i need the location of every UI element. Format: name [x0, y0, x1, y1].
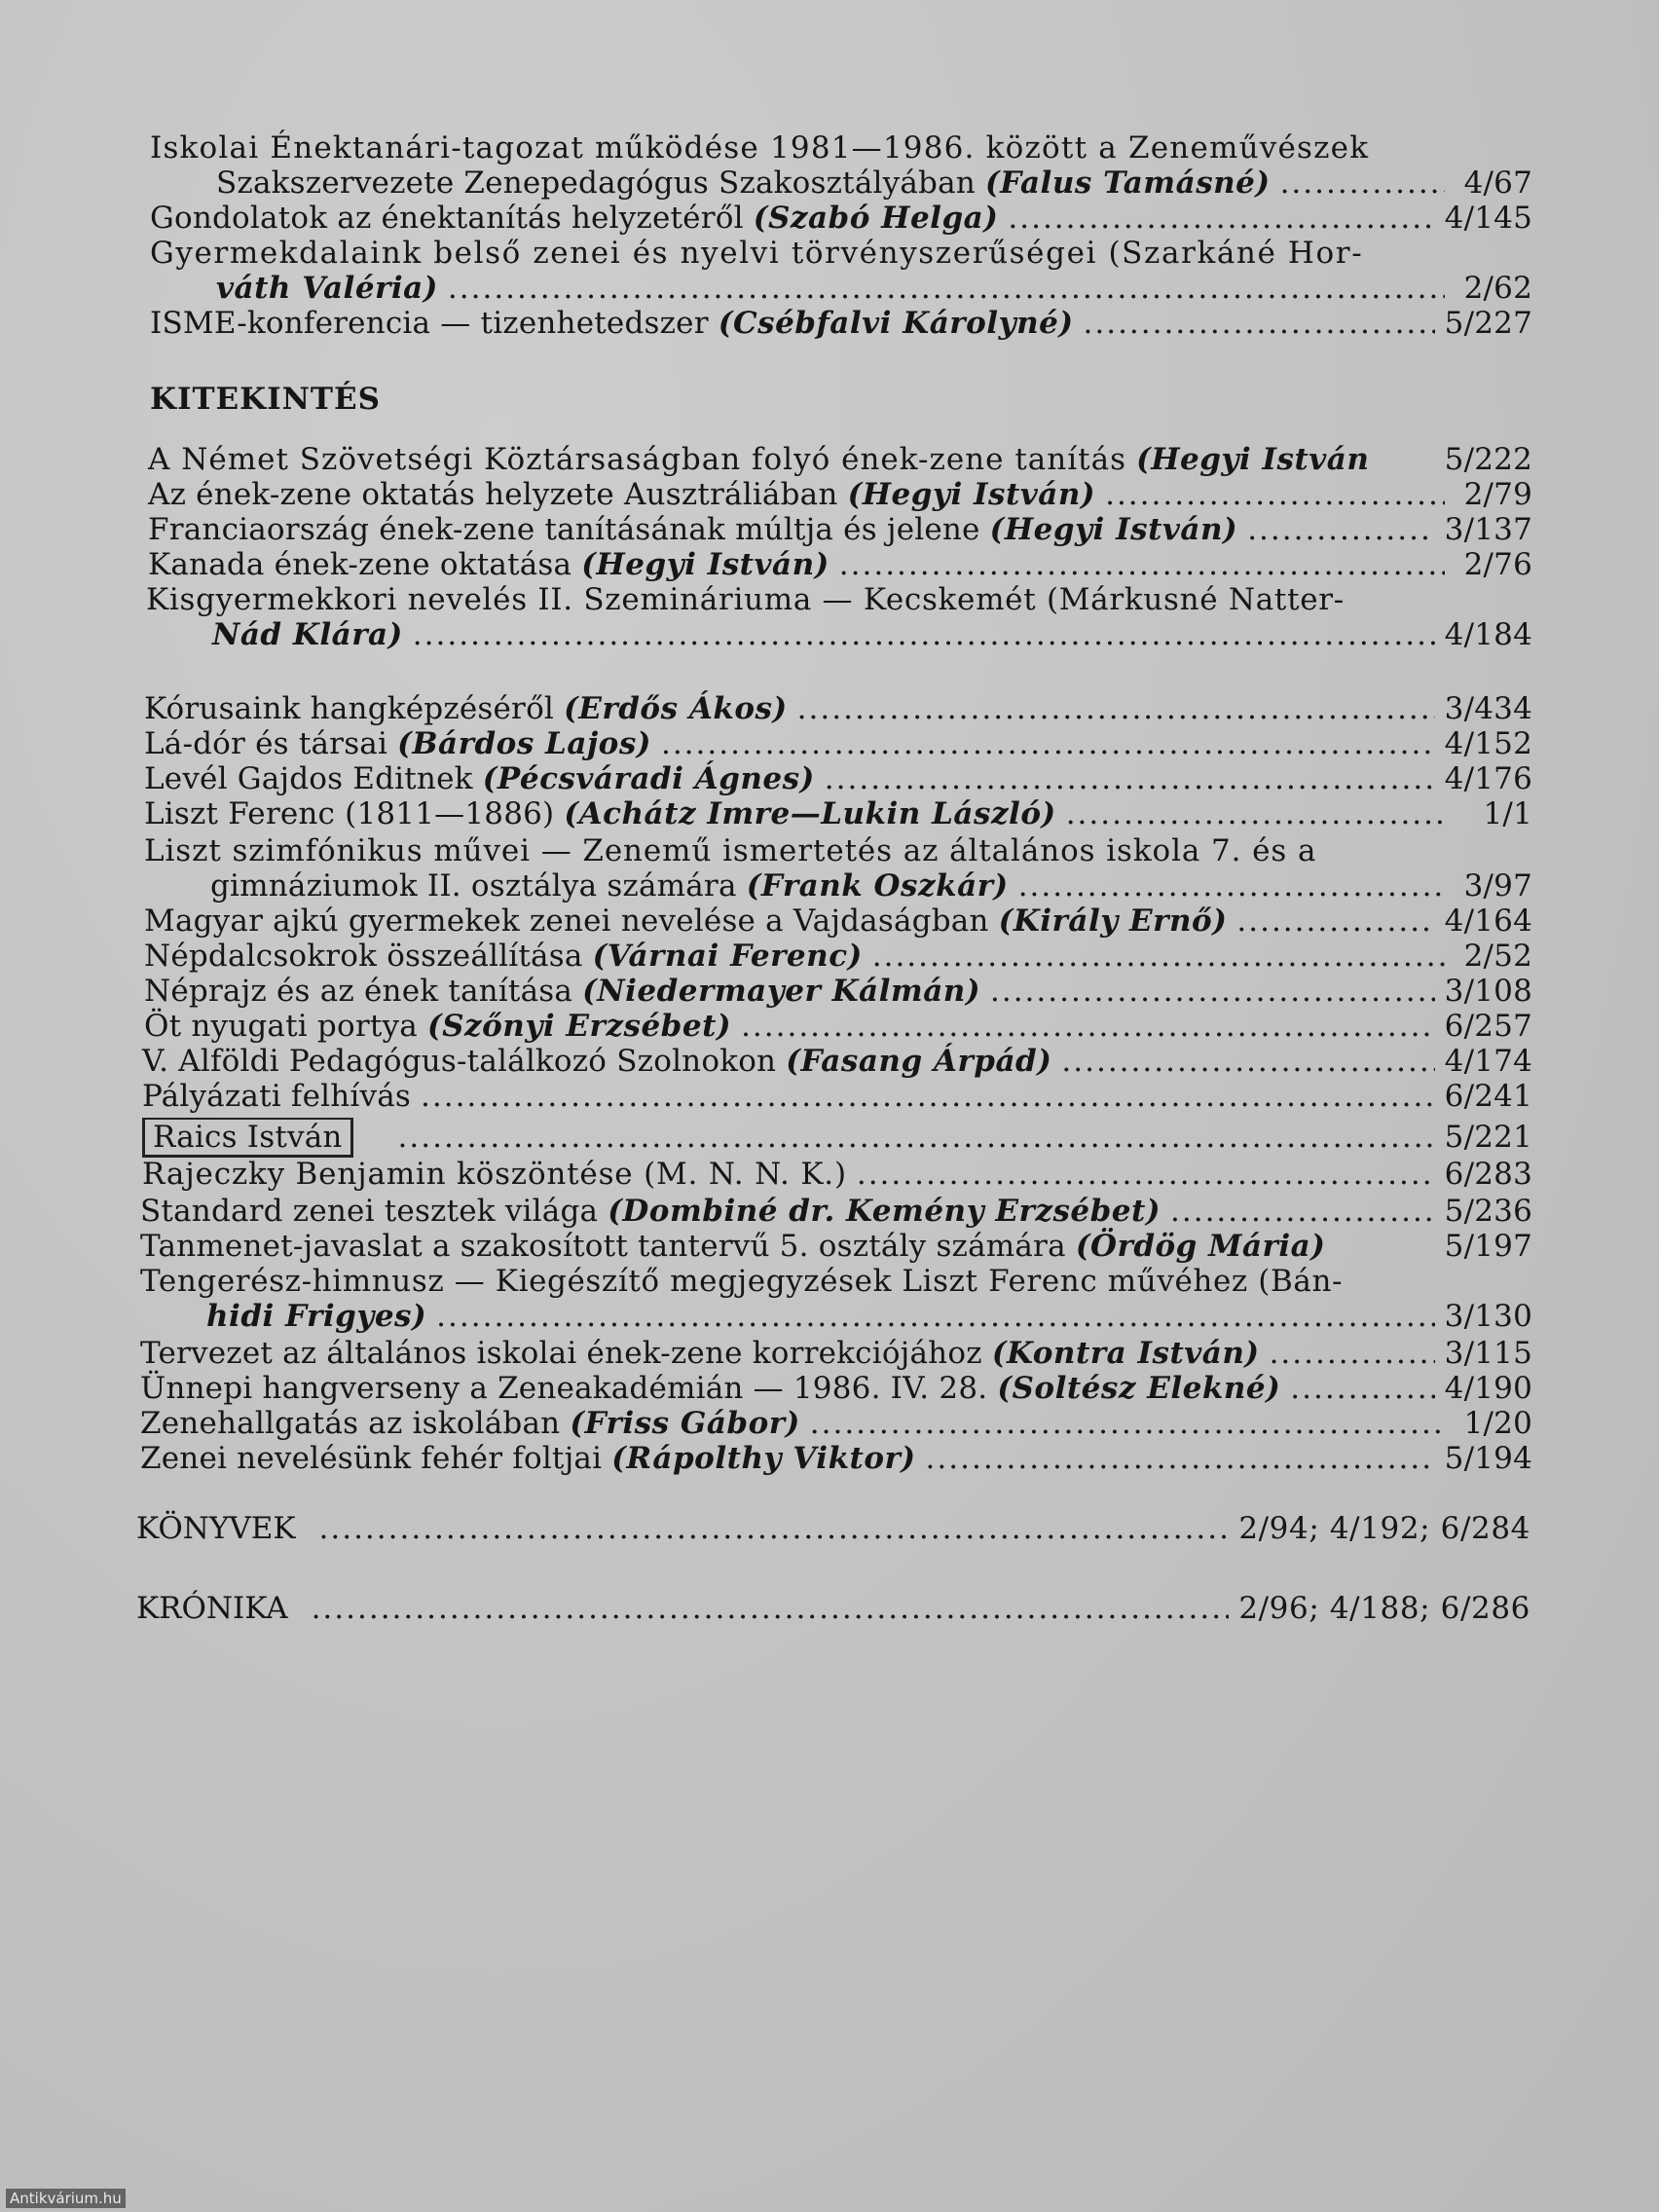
section-heading-kitekintes: KITEKINTÉS	[150, 382, 382, 417]
dot-leader	[1290, 1371, 1434, 1406]
entry-author: (Csébfalvi Károlyné)	[718, 306, 1074, 341]
dot-leader	[448, 271, 1445, 306]
entry-author: (Hegyi István	[1136, 442, 1370, 477]
entry-page: 4/190	[1444, 1371, 1532, 1406]
toc-entry	[140, 1371, 1532, 1406]
dot-leader	[1018, 868, 1445, 903]
entry-author: (Ördög Mária)	[1075, 1229, 1326, 1264]
entry-title: Kanada ének-zene oktatása	[148, 547, 572, 582]
dot-leader	[421, 1079, 1435, 1114]
toc-entry	[150, 236, 1532, 306]
entry-page: 3/137	[1444, 512, 1532, 547]
entry-page: 5/197	[1444, 1229, 1532, 1264]
toc-entry	[150, 306, 1532, 341]
entry-title: Zenehallgatás az iskolában	[140, 1406, 561, 1441]
entry-author: (Szőnyi Erzsébet)	[426, 1009, 732, 1044]
dot-leader	[797, 691, 1435, 726]
entry-author: (Várnai Ferenc)	[592, 939, 863, 974]
toc-entry	[144, 974, 1532, 1009]
entry-author: (Rápolthy Viktor)	[611, 1441, 916, 1476]
toc-entry	[150, 201, 1532, 236]
entry-title: V. Alföldi Pedagógus-találkozó Szolnokon	[142, 1044, 777, 1079]
entry-page: 6/283	[1444, 1157, 1532, 1192]
entry-page: 6/257	[1444, 1009, 1532, 1044]
entry-page: 2/52	[1463, 939, 1532, 974]
entry-title-line1: Gyermekdalaink belső zenei és nyelvi törvényszerűségei (Szarkáné Hor-	[150, 236, 1364, 271]
entry-page: 4/164	[1444, 903, 1532, 939]
entry-page: 5/236	[1444, 1194, 1532, 1229]
dot-leader	[1084, 306, 1435, 341]
toc-entry	[144, 1009, 1532, 1044]
entry-page: 1/1	[1483, 796, 1532, 831]
entry-page: 3/108	[1444, 974, 1532, 1009]
entry-title: ISME-konferencia — tizenhetedszer	[150, 306, 709, 341]
section-title: KÖNYVEK	[136, 1511, 296, 1546]
entry-title: Lá-dór és társai	[144, 726, 388, 761]
dot-leader	[1280, 166, 1445, 201]
section-konyvek	[136, 1511, 1530, 1546]
toc-entry	[148, 442, 1532, 477]
dot-leader	[1066, 796, 1445, 831]
toc-entry	[146, 582, 1532, 652]
entry-author: váth Valéria)	[216, 271, 438, 306]
toc-entry	[142, 1079, 1532, 1114]
entry-title-line1: Iskolai Énektanári-tagozat működése 1981—1986. között a Zeneművészek	[150, 130, 1370, 166]
entry-page: 3/130	[1444, 1299, 1532, 1334]
entry-page: 1/20	[1463, 1406, 1532, 1441]
dot-leader	[661, 726, 1435, 761]
dot-leader	[1008, 201, 1434, 236]
dot-leader	[1270, 1336, 1435, 1371]
entry-title: Liszt Ferenc (1811—1886)	[144, 796, 555, 831]
toc-entry	[148, 512, 1532, 547]
toc-entry	[140, 1194, 1532, 1229]
entry-author: (Soltész Elekné)	[997, 1371, 1281, 1406]
toc-entry	[144, 761, 1532, 796]
entry-author: (Király Ernő)	[998, 903, 1228, 939]
entry-author: (Dombiné dr. Kemény Erzsébet)	[608, 1194, 1161, 1229]
entry-title: Franciaország ének-zene tanításának múltja és jelene	[148, 512, 980, 547]
entry-author: (Hegyi István)	[847, 477, 1096, 512]
section-pages: 2/94; 4/192; 6/284	[1238, 1511, 1530, 1546]
entry-title-line2: Szakszervezete Zenepedagógus Szakosztályában	[216, 166, 976, 201]
entry-author: (Hegyi István)	[581, 547, 830, 582]
entry-title: Öt nyugati portya	[144, 1009, 418, 1044]
dot-leader	[825, 761, 1435, 796]
entry-page: 3/115	[1444, 1336, 1532, 1371]
dot-leader	[1247, 512, 1434, 547]
dot-leader	[741, 1009, 1435, 1044]
entry-page: 4/152	[1444, 726, 1532, 761]
dot-leader	[990, 974, 1435, 1009]
entry-author: (Bárdos Lajos)	[397, 726, 651, 761]
toc-entry	[142, 1118, 1532, 1158]
dot-leader	[413, 617, 1435, 652]
entry-page: 4/67	[1463, 166, 1532, 201]
entry-author: hidi Frigyes)	[206, 1299, 427, 1334]
entry-page: 3/434	[1444, 691, 1532, 726]
dot-leader	[857, 1157, 1435, 1192]
dot-leader	[926, 1441, 1435, 1476]
entry-title: Levél Gajdos Editnek	[144, 761, 473, 796]
toc-entry	[144, 903, 1532, 939]
entry-page: 2/62	[1463, 271, 1532, 306]
entry-title-line1: Kisgyermekkori nevelés II. Szemináriuma — Kecskemét (Márkusné Natter-	[146, 582, 1345, 617]
toc-entry	[140, 1264, 1532, 1334]
entry-page: 4/176	[1444, 761, 1532, 796]
entry-author: (Achátz Imre—Lukin László)	[564, 796, 1056, 831]
toc-entry	[148, 547, 1532, 582]
dot-leader	[839, 547, 1445, 582]
entry-title: Az ének-zene oktatás helyzete Ausztráliában	[148, 477, 838, 512]
dot-leader	[872, 939, 1445, 974]
dot-leader	[312, 1591, 1230, 1626]
entry-title: Tanmenet-javaslat a szakosított tantervű 5. osztály számára	[140, 1229, 1066, 1264]
toc-entry	[142, 1157, 1532, 1192]
entry-author: (Erdős Ákos)	[564, 691, 788, 726]
dot-leader	[398, 1120, 1435, 1155]
entry-author: (Niedermayer Kálmán)	[582, 974, 980, 1009]
dot-leader	[319, 1511, 1230, 1546]
toc-entry	[142, 1044, 1532, 1079]
dot-leader	[1105, 477, 1445, 512]
entry-title: Népdalcsokrok összeállítása	[144, 939, 583, 974]
section-title: KRÓNIKA	[136, 1591, 288, 1626]
section-kronika	[136, 1591, 1530, 1626]
entry-page: 6/241	[1444, 1079, 1532, 1114]
dot-leader	[810, 1406, 1445, 1441]
toc-entry	[140, 1229, 1532, 1264]
dot-leader	[436, 1299, 1434, 1334]
entry-title: Standard zenei tesztek világa	[140, 1194, 599, 1229]
entry-title: A Német Szövetségi Köztársaságban folyó ének-zene tanítás	[148, 442, 1126, 477]
entry-author: (Szabó Helga)	[753, 201, 999, 236]
toc-entry	[144, 726, 1532, 761]
entry-author: (Frank Oszkár)	[746, 868, 1009, 903]
entry-author: (Friss Gábor)	[570, 1406, 800, 1441]
entry-title: Kórusaink hangképzéséről	[144, 691, 555, 726]
entry-title: Gondolatok az énektanítás helyzetéről	[150, 201, 744, 236]
toc-entry	[144, 833, 1532, 903]
entry-page: 4/184	[1444, 617, 1532, 652]
entry-page: 4/174	[1444, 1044, 1532, 1079]
entry-page: 5/221	[1444, 1120, 1532, 1155]
entry-title-line2: gimnáziumok II. osztálya számára	[210, 868, 737, 903]
toc-entry	[150, 130, 1532, 201]
entry-title-line1: Tengerész-himnusz — Kiegészítő megjegyzések Liszt Ferenc művéhez (Bán-	[140, 1264, 1344, 1299]
entry-title-line1: Liszt szimfónikus művei — Zenemű ismertetés az általános iskola 7. és a	[144, 833, 1317, 868]
toc-entry	[144, 939, 1532, 974]
toc-entry	[140, 1336, 1532, 1371]
entry-page: 2/76	[1463, 547, 1532, 582]
entry-author: Nád Klára)	[212, 617, 403, 652]
watermark: Antikvárium.hu	[6, 2189, 126, 2208]
toc-entry	[140, 1406, 1532, 1441]
toc-entry	[148, 477, 1532, 512]
entry-author: (Fasang Árpád)	[786, 1044, 1052, 1079]
entry-page: 5/227	[1444, 306, 1532, 341]
entry-page: 4/145	[1444, 201, 1532, 236]
dot-leader	[1236, 903, 1434, 939]
entry-title-boxed: Raics István	[142, 1118, 353, 1158]
entry-page: 5/222	[1444, 442, 1532, 477]
toc-entry	[144, 691, 1532, 726]
entry-page: 3/97	[1463, 868, 1532, 903]
entry-author: (Kontra István)	[991, 1336, 1260, 1371]
toc-entry	[140, 1441, 1532, 1476]
entry-page: 2/79	[1463, 477, 1532, 512]
entry-title: Tervezet az általános iskolai ének-zene korrekciójához	[140, 1336, 982, 1371]
entry-title: Zenei nevelésünk fehér foltjai	[140, 1441, 603, 1476]
entry-title: Pályázati felhívás	[142, 1079, 412, 1114]
entry-author: (Falus Tamásné)	[984, 166, 1271, 201]
entry-author: (Pécsváradi Ágnes)	[482, 761, 815, 796]
section-pages: 2/96; 4/188; 6/286	[1238, 1591, 1530, 1626]
entry-title: Ünnepi hangverseny a Zeneakadémián — 1986. IV. 28.	[140, 1371, 988, 1406]
dot-leader	[1061, 1044, 1434, 1079]
entry-title: Magyar ajkú gyermekek zenei nevelése a Vajdaságban	[144, 903, 989, 939]
dot-leader	[1170, 1194, 1435, 1229]
entry-title: Néprajz és az ének tanítása	[144, 974, 573, 1009]
toc-entry	[144, 796, 1532, 831]
entry-author: (Hegyi István)	[989, 512, 1238, 547]
entry-page: 5/194	[1444, 1441, 1532, 1476]
entry-title: Rajeczky Benjamin köszöntése (M. N. N. K.)	[142, 1157, 847, 1192]
